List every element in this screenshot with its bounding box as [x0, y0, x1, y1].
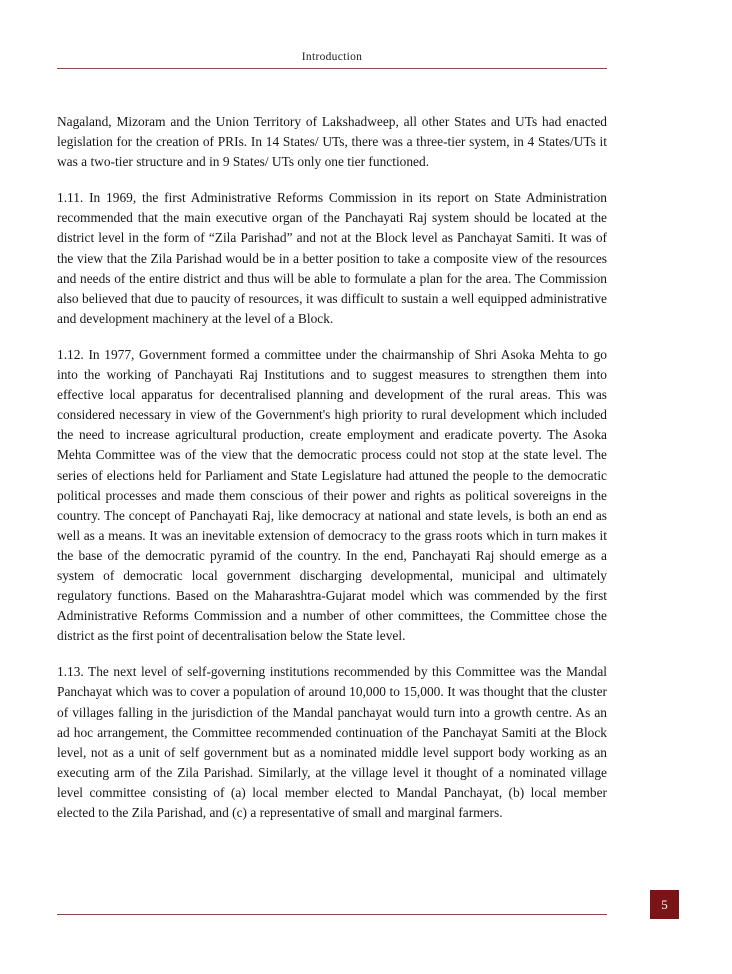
page-number-badge: 5	[650, 890, 679, 919]
header-divider-rule	[57, 68, 607, 69]
body-text-column	[57, 112, 607, 823]
footer-divider-rule	[57, 914, 607, 915]
paragraph-1-11: 1.11. In 1969, the first Administrative Reforms Commission in its report on State Administration recommended that the main executive organ of the Panchayati Raj system should be located at the district level in the form of “Zila Parishad” and not at the Block level as Panchayat Samiti. It was of the view that the Zila Parishad would be in a better position to take a composite view of the resources and needs of the entire district and thus will be able to formulate a plan for the area. The Commission also believed that due to paucity of resources, it was difficult to sustain a well equipped administrative and development machinery at the level of a Block.	[57, 190, 607, 326]
paragraph-1-13: 1.13. The next level of self-governing institutions recommended by this Committee was the Mandal Panchayat which was to cover a population of around 10,000 to 15,000. It was thought that the cluster of villages falling in the jurisdiction of the Mandal panchayat would turn into a growth centre. As an ad hoc arrangement, the Committee recommended continuation of the Panchayat Samiti at the Block level, not as a unit of self government but as a nominated middle level support body working as an executing arm of the Zila Parishad. Similarly, at the village level it thought of a nominated village level committee consisting of (a) local member elected to Mandal Panchayat, (b) local member elected to the Zila Parishad, and (c) a representative of small and marginal farmers.	[57, 664, 607, 820]
paragraph-lead: Nagaland, Mizoram and the Union Territory of Lakshadweep, all other States and UTs had enacted legislation for the creation of PRIs. In 14 States/ UTs, there was a three-tier system, in 4 States/UTs it was a two-tier structure and in 9 States/ UTs only one tier functioned.	[57, 114, 607, 170]
running-header-title: Introduction	[301, 51, 363, 63]
paragraph-1-12: 1.12. In 1977, Government formed a committee under the chairmanship of Shri Asoka Mehta to go into the working of Panchayati Raj Institutions and to suggest measures to strengthen them into effective local apparatus for decentralised planning and development of the rural areas. This was considered necessary in view of the Government's high priority to rural development which included the need to increase agricultural production, create employment and eradicate poverty. The Asoka Mehta Committee was of the view that the democratic process could not stop at the state level. The series of elections held for Parliament and State Legislature had attuned the people to the democratic political processes and made them conscious of their power and rights as political sovereigns in the country. The concept of Panchayati Raj, like democracy at national and state levels, is both an end as well as a means. It was an inevitable extension of democracy to the grass roots which in turn makes it the base of the democratic pyramid of the country. In the end, Panchayati Raj should emerge as a system of democratic local government discharging developmental, municipal and ultimately regulatory functions. Based on the Maharashtra-Gujarat model which was commended by the first Administrative Reforms Commission and a number of other committees, the Committee chose the district as the first point of decentralisation below the State level.	[57, 346, 607, 644]
running-header	[57, 50, 607, 64]
